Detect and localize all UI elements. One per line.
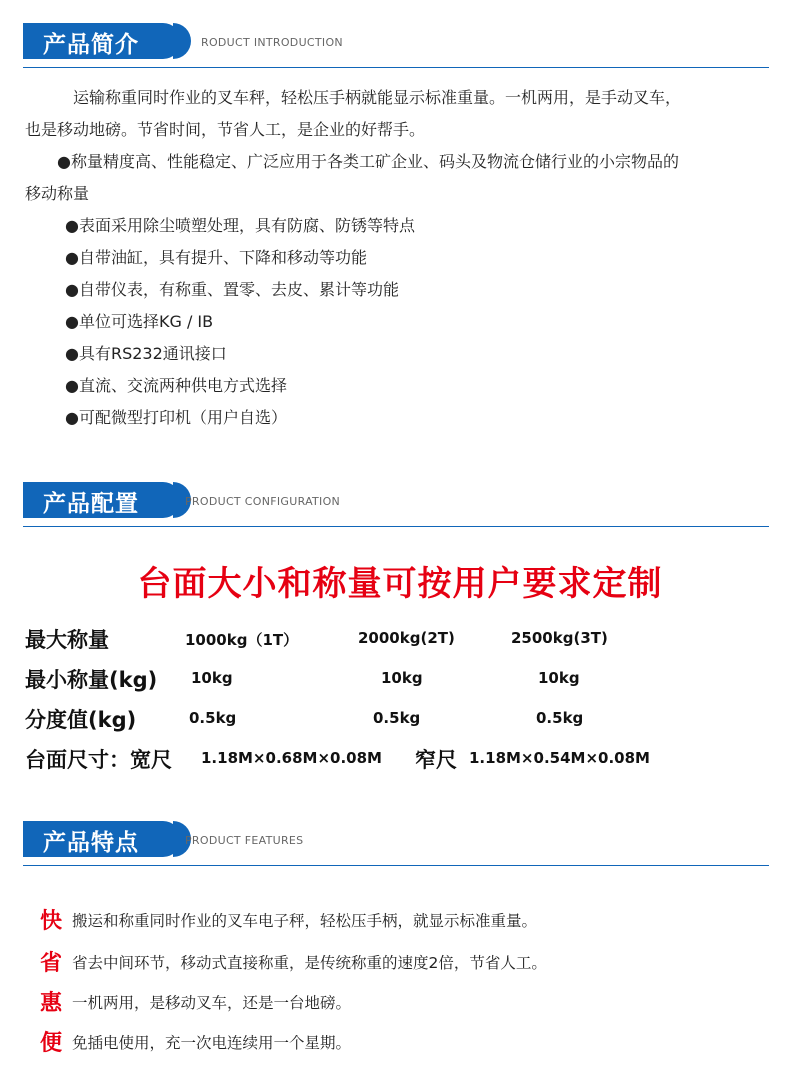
section-header-features: [23, 821, 769, 867]
section-title: 产品简介: [43, 32, 139, 58]
section-subtitle: PRODUCT FEATURES: [185, 834, 304, 847]
spec-row-max-capacity: [25, 624, 785, 664]
feature-text: 省去中间环节，移动式直接称重，是传统称重的速度2倍，节省人工。: [72, 954, 547, 972]
feature-keyword: 便: [40, 1031, 63, 1056]
bullet-item: ●可配微型打印机（用户自选）: [65, 408, 287, 427]
intro-line: 运输称重同时作业的叉车秤，轻松压手柄就能显示标准重量。一机两用，是手动叉车，: [73, 88, 682, 107]
feature-text: 搬运和称重同时作业的叉车电子秤，轻松压手柄，就显示标准重量。: [72, 912, 538, 930]
customization-headline: 台面大小和称量可按用户要求定制: [137, 564, 663, 604]
intro-line: 也是移动地磅。节省时间，节省人工，是企业的好帮手。: [25, 120, 426, 139]
section-subtitle: PRODUCT CONFIGURATION: [185, 495, 341, 508]
spec-value: 10kg: [381, 669, 423, 687]
section-divider: [23, 526, 769, 527]
section-title-badge: [23, 23, 181, 59]
feature-keyword: 快: [40, 909, 63, 934]
spec-label: 最大称量: [25, 628, 109, 652]
bullet-item: ●自带仪表，有称重、置零、去皮、累计等功能: [65, 280, 399, 299]
spec-value: 0.5kg: [536, 709, 584, 727]
introduction-text: [25, 82, 785, 432]
spec-label: 最小称量(kg): [25, 668, 158, 692]
section-header-introduction: [23, 23, 769, 69]
spec-value: 0.5kg: [373, 709, 421, 727]
spec-value: 1000kg（1T）: [185, 631, 299, 649]
feature-item: [40, 946, 780, 982]
feature-keyword: 省: [40, 951, 63, 976]
bullet-item: ●自带油缸，具有提升、下降和移动等功能: [65, 248, 367, 267]
feature-item: [40, 1026, 780, 1062]
spec-row-division: [25, 704, 785, 744]
feature-item: [40, 904, 780, 940]
feature-keyword: 惠: [40, 991, 63, 1016]
bullet-item: ●称量精度高、性能稳定、广泛应用于各类工矿企业、码头及物流仓储行业的小宗物品的: [57, 152, 679, 171]
section-title-badge: [23, 821, 181, 857]
section-header-configuration: [23, 482, 769, 528]
spec-label: 分度值(kg): [25, 708, 137, 732]
section-title: 产品配置: [43, 491, 139, 517]
spec-label-narrow: 窄尺: [415, 748, 457, 772]
bullet-item: ●具有RS232通讯接口: [65, 344, 227, 363]
section-divider: [23, 865, 769, 866]
spec-value: 10kg: [191, 669, 233, 687]
spec-value: 2500kg(3T): [511, 629, 608, 647]
spec-row-min-capacity: [25, 664, 785, 704]
spec-label: 台面尺寸：宽尺: [25, 748, 172, 772]
bullet-item-continuation: 移动称量: [25, 184, 90, 203]
feature-item: [40, 986, 780, 1022]
section-subtitle: RODUCT INTRODUCTION: [201, 36, 343, 49]
section-title-badge: [23, 482, 181, 518]
spec-value: 2000kg(2T): [358, 629, 455, 647]
spec-value-wide: 1.18M×0.68M×0.08M: [201, 749, 382, 767]
spec-value: 10kg: [538, 669, 580, 687]
spec-value-narrow: 1.18M×0.54M×0.08M: [469, 749, 650, 767]
bullet-item: ●直流、交流两种供电方式选择: [65, 376, 287, 395]
spec-value: 0.5kg: [189, 709, 237, 727]
section-title: 产品特点: [43, 830, 139, 856]
badge-cap: [173, 23, 191, 59]
feature-text: 一机两用，是移动叉车，还是一台地磅。: [72, 994, 352, 1012]
spec-row-platform-size: [25, 744, 785, 784]
bullet-item: ●单位可选择KG / IB: [65, 312, 214, 331]
section-divider: [23, 67, 769, 68]
bullet-item: ●表面采用除尘喷塑处理，具有防腐、防锈等特点: [65, 216, 415, 235]
feature-text: 免插电使用，充一次电连续用一个星期。: [72, 1034, 352, 1052]
